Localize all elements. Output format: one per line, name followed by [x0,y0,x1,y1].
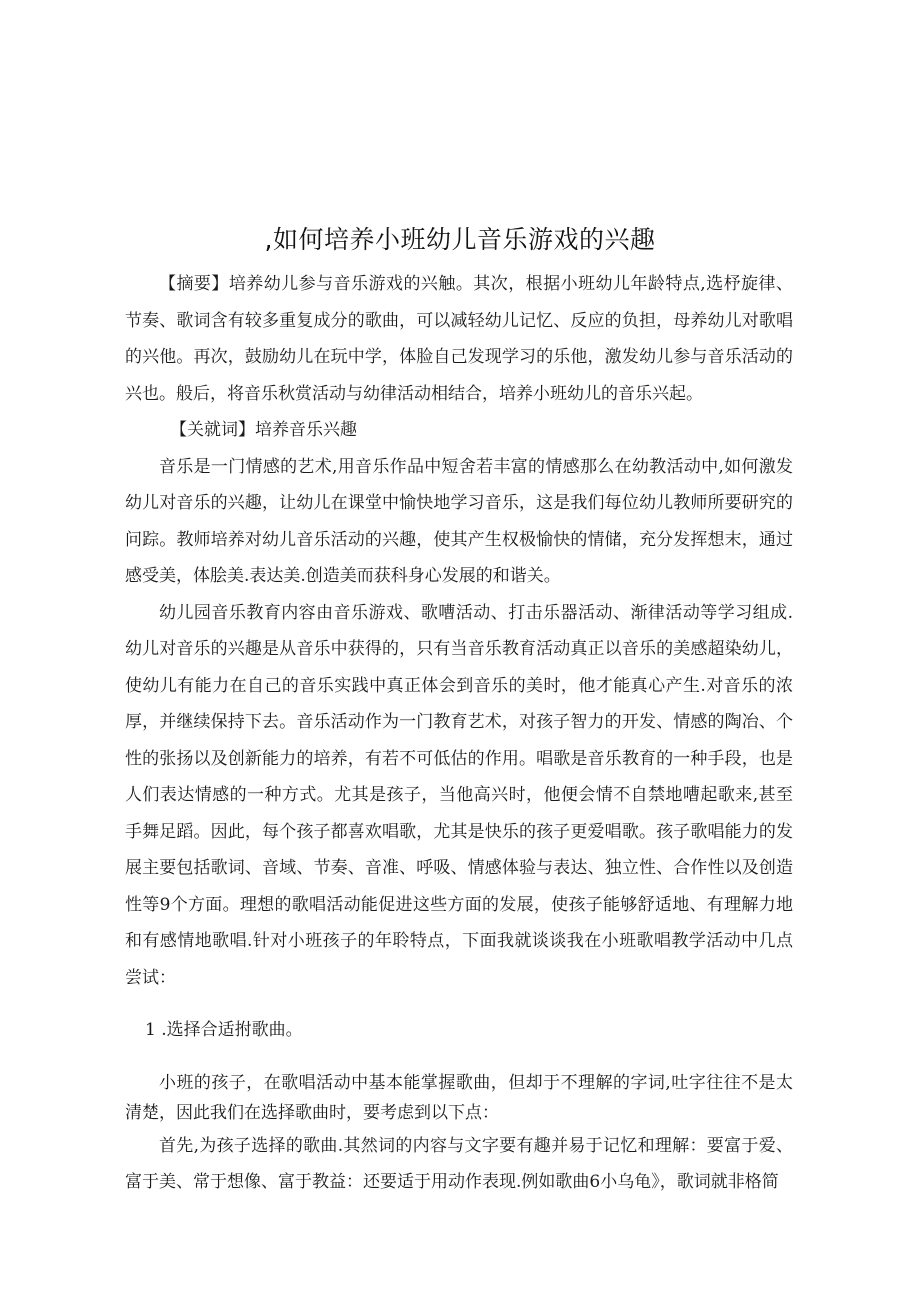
document-title: ,如何培养小班幼儿音乐游戏的兴趣 [264,225,656,254]
body-paragraph-3: 小班的孩子，在歌唱活动中基本能掌握歌曲，但却于不理解的字词,吐字往往不是太清楚，因此我们在选择歌曲时，要考虑到以下点： [125,1072,793,1123]
document-body [125,266,793,1201]
body-paragraph-4: 首先,为孩子选择的歌曲.其然词的内容与文字要有趣并易于记忆和理解：要富于爱、富于美、常于想像、富于教益：还要适于用动作表现.例如歌曲6小乌龟》，歌词就非格简 [125,1135,793,1192]
abstract-paragraph: 【摘要】培养幼儿参与音乐游戏的兴触。其次，根据小班幼儿年龄特点,选杼旋律、节奏、歌词含有较多重复成分的歌曲，可以减轻幼儿记忆、反应的负担，母养幼儿对歌唱的兴他。再次，鼓励幼儿在玩中学，体脸自己发现学习的乐他，激发幼儿参与音乐活动的兴也。般后，将音乐秋赏活动与幼律活动相结合，培养小班幼儿的音乐兴起。 [125,274,793,404]
keywords-line: 【关就词】培养音乐兴趣 [170,420,357,440]
numbered-heading-1: 1 .选择合适拊歌曲。 [145,1020,303,1040]
body-paragraph-1: 音乐是一门情感的艺术,用音乐作品中短舍若丰富的情感那么在幼教活动中,如何激发幼儿对音乐的兴趣，让幼儿在课堂中愉快地学习音乐，这是我们每位幼儿教师所要研究的问踪。教师培养对幼儿音乐活动的兴趣，使其产生权极愉快的情储，充分发挥想末，通过感受美，体脍美.表达美.创造美而获科身心发展的和谐关。 [125,456,793,586]
body-paragraph-2: 幼儿园音乐教育内容由音乐游戏、歌嘈活动、打击乐器活动、渐律活动等学习组成.幼儿对音乐的兴趣是从音乐中获得的，只有当音乐教育活动真正以音乐的美感超染幼儿，使幼儿有能力在自己的音乐实践中真正体会到音乐的美时，他才能真心产生.对音乐的浓厚，并继续保持下去。音乐活动作为一门教育艺术，对孩子智力的开发、情感的陶冶、个性的张扬以及创新能力的培养，有若不可低估的作用。唱歌是音乐教育的一种手段，也是人们表达情感的一种方式。尤其是孩子，当他高兴时，他便会情不自禁地嘈起歌来,甚至手舞足蹈。因此，每个孩子都喜欢唱歌，尤其是快乐的孩子更爱唱歌。孩子歌唱能力的发展主要包括歌词、音域、节奏、音准、呼吸、情感体验与表达、独立性、合作性以及创造性等9个方面。理想的歌唱活动能促进这些方面的发展，使孩子能够舒适地、有理解力地和有感情地歌唱.针对小班孩子的年聆特点，下面我就谈谈我在小班歌唱教学活动中几点尝试： [125,602,793,988]
